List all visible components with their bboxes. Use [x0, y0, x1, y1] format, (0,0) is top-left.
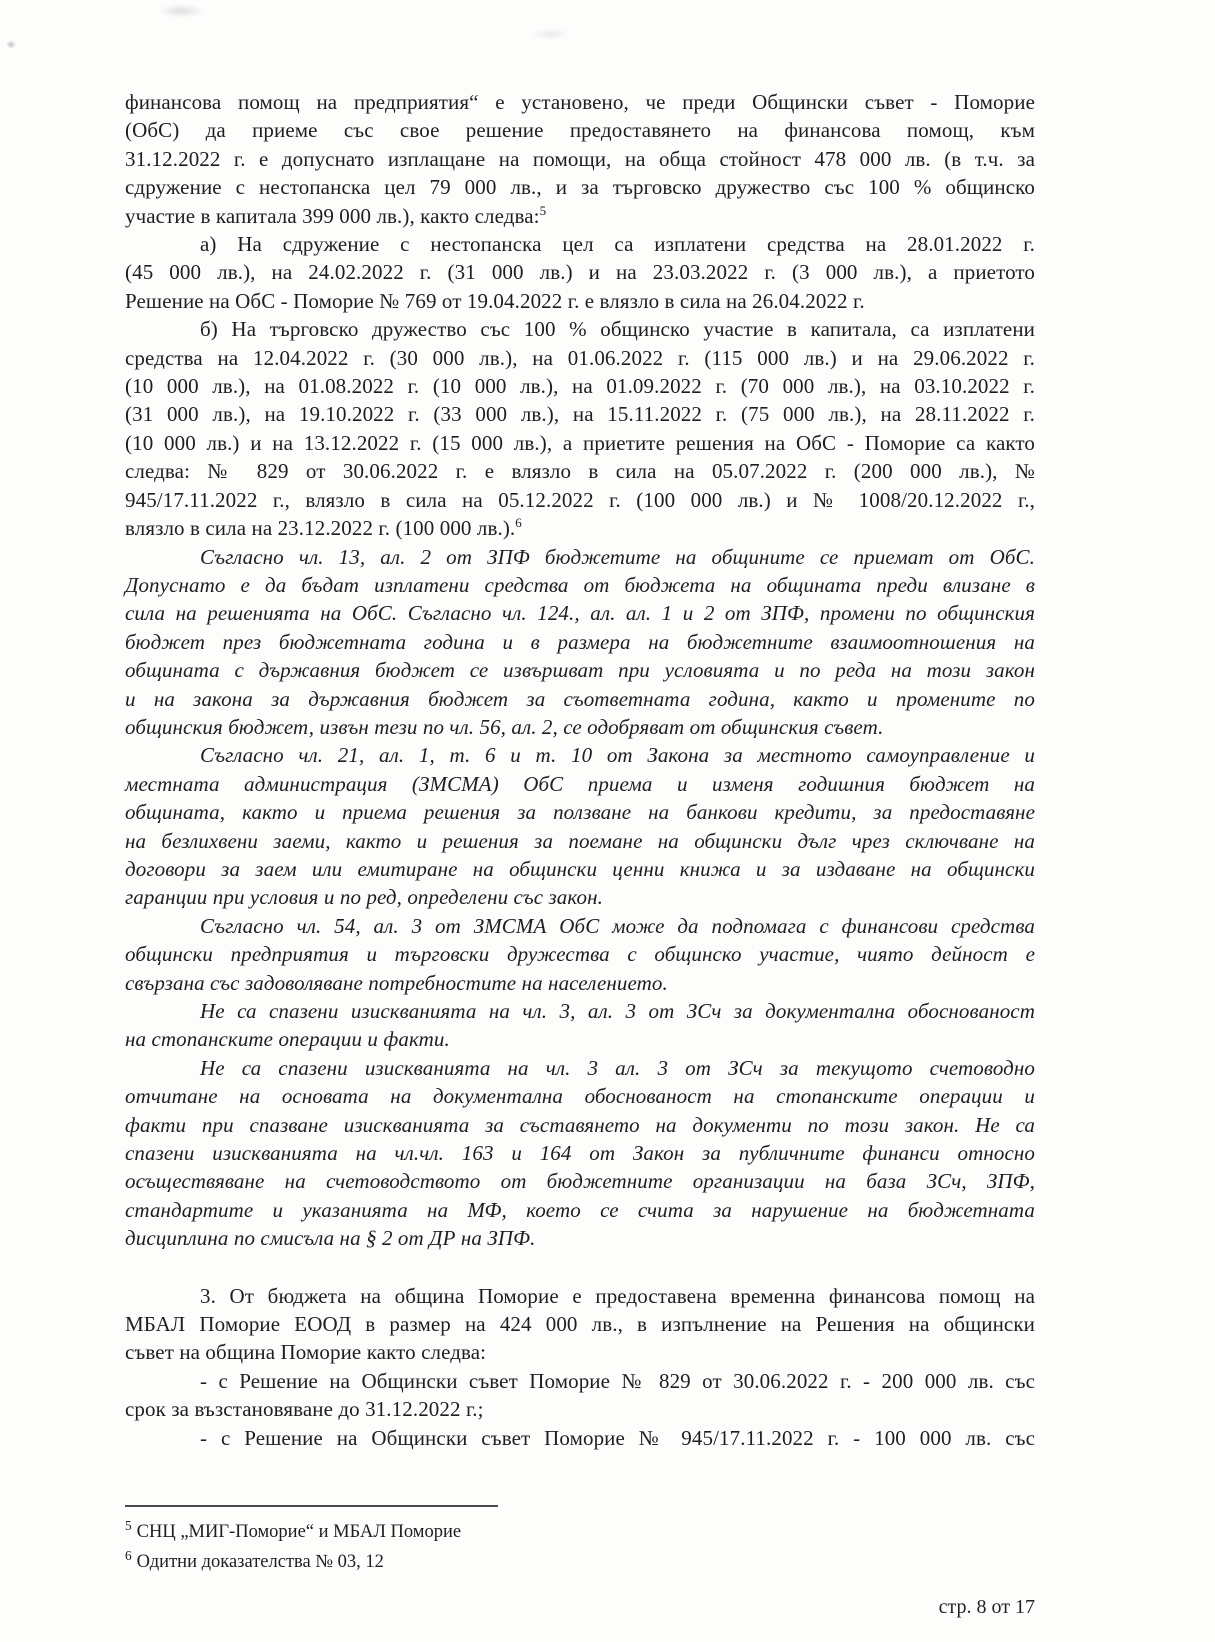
- paragraph-zmsma-art54: [125, 912, 1035, 997]
- footnote-marker: 6: [125, 1547, 132, 1563]
- paragraph-decision-829: [125, 1367, 1035, 1424]
- text-line: - с Решение на Общински съвет Поморие № 945/17.11.2022 г. - 100 000 лв. със: [200, 1425, 1035, 1450]
- text-line: стандартите и указанията на МФ, което се счита за нарушение на бюджетната: [125, 1197, 1035, 1222]
- text-line: съвет на община Поморие както следва:: [125, 1340, 487, 1365]
- text-line: финансова помощ на предприятия“ е установено, че преди Общински съвет - Поморие: [125, 90, 1035, 114]
- text-line: Не са спазени изискванията на чл. 3, ал. 3 от ЗСч за документална обоснованост: [200, 999, 1035, 1023]
- footnote-reference: 6: [515, 515, 522, 531]
- text-line: сила на решенията на ОбС. Съгласно чл. 124., ал. ал. 1 и 2 от ЗПФ, промени по общинския: [125, 601, 1035, 626]
- footnote-text: Одитни доказателства № 03, 12: [136, 1552, 384, 1572]
- footnote-text: СНЦ „МИГ-Поморие“ и МБАЛ Поморие: [136, 1522, 462, 1542]
- paragraph-zpf-art13: [125, 543, 1035, 742]
- text-line: влязло в сила на 23.12.2022 г. (100 000 лв.).$^6$: [125, 515, 522, 541]
- text-line: срок за възстановяване до 31.12.2022 г.;: [125, 1397, 484, 1422]
- text-line: и на закона за държавния бюджет за съответната година, както и промените по: [125, 686, 1035, 711]
- text-line: участие в капитала 399 000 лв.), както следва:$^5$: [125, 202, 547, 228]
- text-line: а) На сдружение с нестопанска цел са изплатени средства на 28.01.2022 г.: [200, 232, 1035, 257]
- paragraph-financial-aid-summary: [125, 88, 1035, 230]
- paragraph-zsch-documentary: [125, 997, 1035, 1054]
- text-line: свързана със задоволяване потребностите на населението.: [125, 970, 668, 995]
- text-line: (10 000 лв.) и на 13.12.2022 г. (15 000 лв.), а приетите решения на ОбС - Поморие са както: [125, 430, 1035, 455]
- text-line: на стопанските операции и факти.: [125, 1027, 450, 1052]
- scan-artifact: [158, 4, 204, 18]
- text-line: МБАЛ Поморие ЕООД в размер на 424 000 лв., в изпълнение на Решения на общински: [125, 1312, 1035, 1337]
- text-line: договори за заем или емитиране на общински ценни книжа и за издаване на общински: [125, 856, 1035, 881]
- text-line: отчитане на основата на документална обоснованост на стопанските операции и: [125, 1084, 1035, 1109]
- text-line: общината, както и приема решения за ползване на банкови кредити, за предоставяне: [125, 800, 1035, 825]
- paragraph-decision-945: [125, 1424, 1035, 1452]
- document-body: [125, 88, 1035, 1452]
- footnote-marker: 5: [125, 1517, 132, 1533]
- text-line: гаранции при условия и по ред, определени със закон.: [125, 885, 603, 910]
- paragraph-item-a: [125, 230, 1035, 315]
- text-line: местната администрация (ЗМСМА) ОбС приема и изменя годишния бюджет на: [125, 771, 1035, 796]
- text-line: (31 000 лв.), на 19.10.2022 г. (33 000 лв.), на 15.11.2022 г. (75 000 лв.), на 28.11.2022 г.: [125, 402, 1035, 427]
- text-line: (45 000 лв.), на 24.02.2022 г. (31 000 лв.) и на 23.03.2022 г. (3 000 лв.), а приетото: [125, 260, 1035, 285]
- text-line: бюджет през бюджетната година и в размера на бюджетните взаимоотношения на: [125, 629, 1035, 654]
- paragraph-zsch-accounting: [125, 1054, 1035, 1253]
- text-line: факти при спазване изискванията за съставянето на документи по този закон. Не са: [125, 1112, 1035, 1137]
- footnote-6: [125, 1547, 1035, 1577]
- footnotes-section: [125, 1505, 1035, 1577]
- text-line: общинския бюджет, извън тези по чл. 56, ал. 2, се одобряват от общинския съвет.: [125, 714, 884, 739]
- paragraph-item-3: [125, 1282, 1035, 1367]
- text-line: общината с държавния бюджет се извършват при условията и по реда на този закон: [125, 658, 1035, 683]
- text-line: осъществяване на счетоводството от бюджетните организации на база ЗСч, ЗПФ,: [125, 1169, 1035, 1194]
- text-line: Съгласно чл. 13, ал. 2 от ЗПФ бюджетите на общините се приемат от ОбС.: [200, 544, 1035, 569]
- text-line: на безлихвени заеми, както и решения за поемане на общински дълг чрез сключване на: [125, 828, 1035, 853]
- text-line: сдружение с нестопанска цел 79 000 лв., и за търговско дружество със 100 % общинско: [125, 175, 1035, 200]
- scan-artifact: [530, 28, 570, 40]
- text-line: б) На търговско дружество със 100 % общинско участие в капитала, са изплатени: [200, 317, 1035, 342]
- paragraph-zmsma-art21: [125, 741, 1035, 911]
- text-line: средства на 12.04.2022 г. (30 000 лв.), на 01.06.2022 г. (115 000 лв.) и на 29.06.2022 г.: [125, 345, 1035, 370]
- text-line: Съгласно чл. 54, ал. 3 от ЗМСМА ОбС може да подпомага с финансови средства: [200, 913, 1035, 938]
- text-line: дисциплина по смисъла на § 2 от ДР на ЗПФ.: [125, 1226, 536, 1251]
- footnote-reference: 5: [539, 202, 547, 218]
- footnote-5: [125, 1517, 1035, 1547]
- text-line: - с Решение на Общински съвет Поморие № 829 от 30.06.2022 г. - 200 000 лв. със: [200, 1368, 1035, 1393]
- text-line: (10 000 лв.), на 01.08.2022 г. (10 000 лв.), на 01.09.2022 г. (70 000 лв.), на 03.10.2022 г.: [125, 374, 1035, 399]
- text-line: Допуснато е да бъдат изплатени средства от бюджета на общината преди влизане в: [125, 572, 1035, 597]
- text-line: следва: № 829 от 30.06.2022 г. е влязло в сила на 05.07.2022 г. (200 000 лв.), №: [125, 459, 1035, 484]
- text-line: 31.12.2022 г. е допуснато изплащане на помощи, на обща стойност 478 000 лв. (в т.ч. за: [125, 146, 1035, 171]
- text-line: (ОбС) да приеме със свое решение предоставянето на финансова помощ, към: [125, 118, 1035, 143]
- text-line: спазени изискванията на чл.чл. 163 и 164 от Закон за публичните финанси относно: [125, 1141, 1035, 1166]
- text-line: общински предприятия и търговски дружества с общинско участие, чиято дейност е: [125, 942, 1035, 967]
- footnote-separator: [125, 1505, 498, 1507]
- text-line: 3. От бюджета на община Поморие е предоставена временна финансова помощ на: [200, 1283, 1035, 1308]
- page-number: стр. 8 от 17: [938, 1596, 1035, 1618]
- text-line: Решение на ОбС - Поморие № 769 от 19.04.2022 г. е влязло в сила на 26.04.2022 г.: [125, 288, 865, 313]
- paragraph-item-b: [125, 315, 1035, 542]
- text-line: 945/17.11.2022 г., влязло в сила на 05.12.2022 г. (100 000 лв.) и № 1008/20.12.2022 г.,: [125, 487, 1035, 512]
- text-line: Не са спазени изискванията на чл. 3 ал. 3 от ЗСч за текущото счетоводно: [200, 1055, 1035, 1080]
- text-line: Съгласно чл. 21, ал. 1, т. 6 и т. 10 от Закона за местното самоуправление и: [200, 743, 1035, 768]
- scan-artifact: [6, 40, 16, 49]
